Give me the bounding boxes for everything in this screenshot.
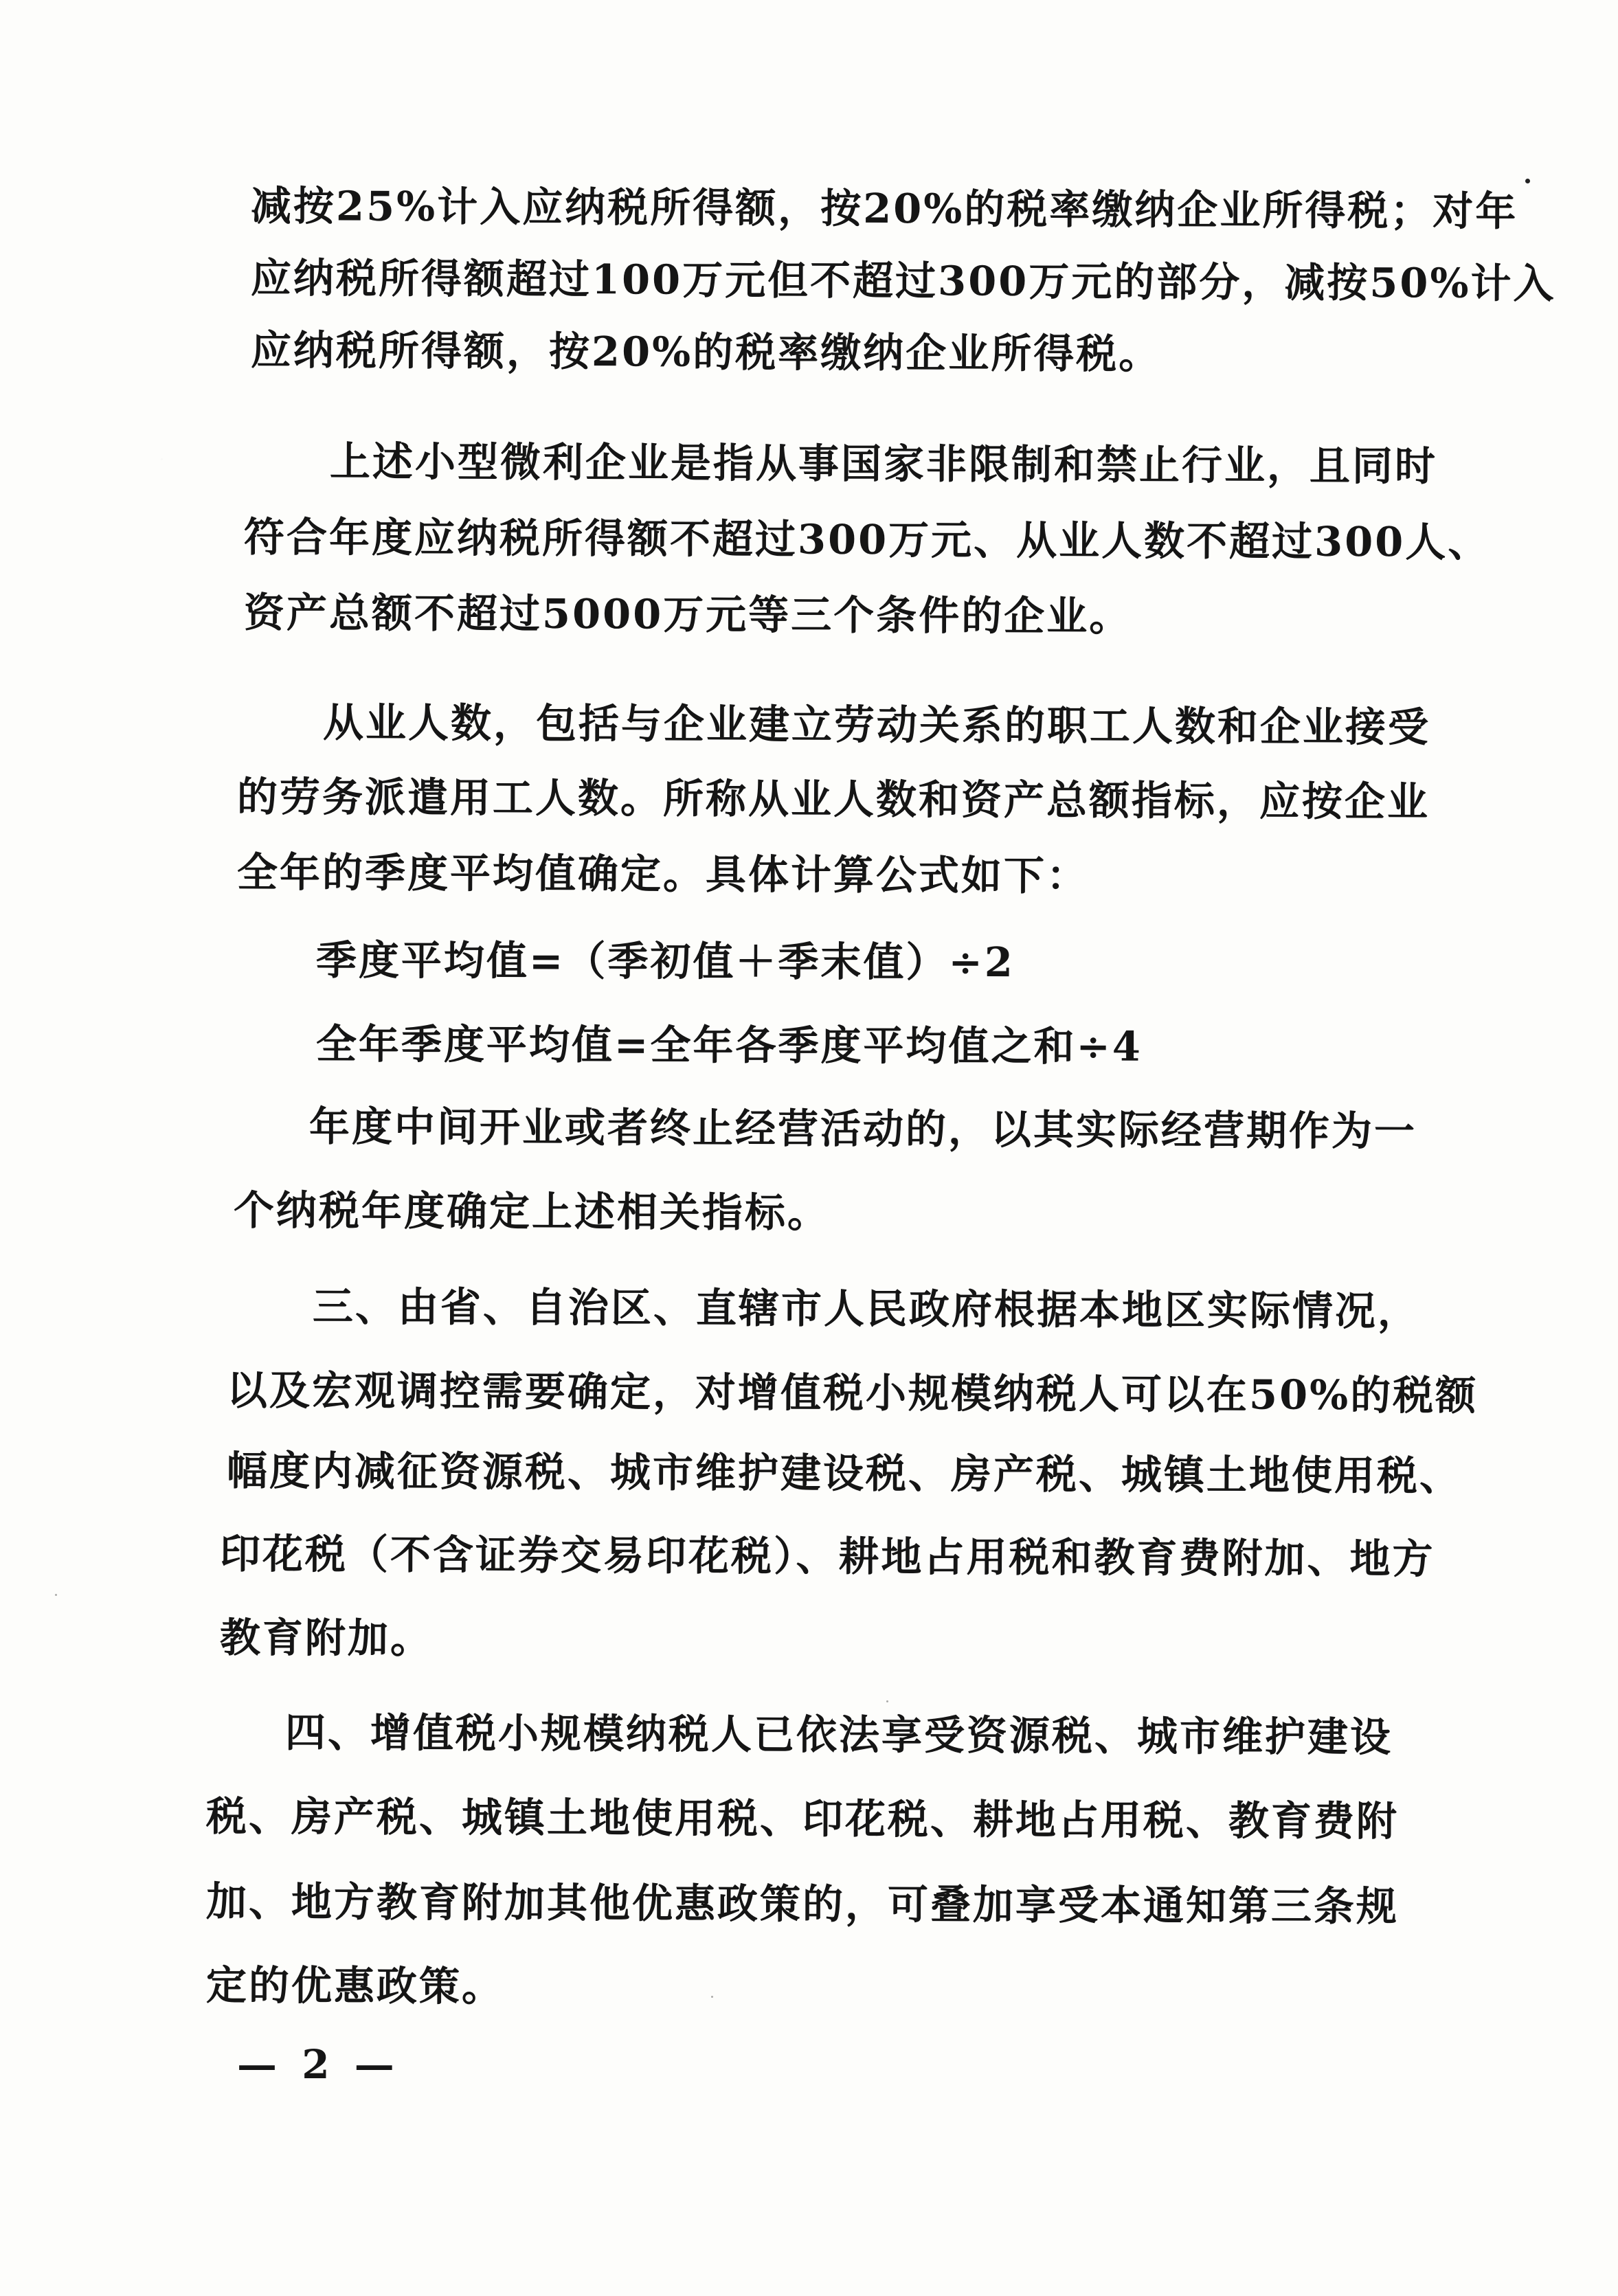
text-line: 加、地方教育附加其他优惠政策的，可叠加享受本通知第三条规 xyxy=(205,1878,1400,1931)
scan-speck xyxy=(55,1594,57,1596)
text-line: 从业人数，包括与企业建立劳动关系的职工人数和企业接受 xyxy=(322,699,1431,752)
text-line: 上述小型微利企业是指从事国家非限制和禁止行业，且同时 xyxy=(329,438,1438,491)
text-line: 应纳税所得额，按20%的税率缴纳企业所得税。 xyxy=(250,326,1162,378)
text-line: 税、房产税、城镇土地使用税、印花税、耕地占用税、教育费附 xyxy=(205,1792,1400,1845)
text-line: 三、由省、自治区、直辖市人民政府根据本地区实际情况， xyxy=(312,1283,1421,1336)
text-line: 减按25%计入应纳税所得额，按20%的税率缴纳企业所得税；对年 xyxy=(250,182,1518,236)
text-line: 年度中间开业或者终止经营活动的，以其实际经营期作为一 xyxy=(308,1103,1417,1156)
text-line: 定的优惠政策。 xyxy=(205,1961,505,2010)
text-line: 教育附加。 xyxy=(219,1614,434,1663)
text-line: 的劳务派遣用工人数。所称从业人数和资产总额指标，应按企业 xyxy=(236,773,1430,826)
text-line: 四、增值税小规模纳税人已依法享受资源税、城市维护建设 xyxy=(284,1709,1393,1762)
text-line: 符合年度应纳税所得额不超过300万元、从业人数不超过300人、 xyxy=(243,513,1491,566)
text-line: 全年的季度平均值确定。具体计算公式如下： xyxy=(236,848,1090,900)
text-line: 个纳税年度确定上述相关指标。 xyxy=(233,1186,831,1237)
text-line: 幅度内减征资源税、城市维护建设税、房产税、城镇土地使用税、 xyxy=(226,1447,1463,1500)
formula-line: 全年季度平均值=全年各季度平均值之和÷4 xyxy=(315,1020,1143,1070)
page-number: — 2 — xyxy=(237,2041,400,2088)
text-line: 应纳税所得额超过100万元但不超过300万元的部分，减按50%计入 xyxy=(250,254,1556,308)
text-line: 以及宏观调控需要确定，对增值税小规模纳税人可以在50%的税额 xyxy=(226,1366,1479,1419)
text-line: 资产总额不超过5000万元等三个条件的企业。 xyxy=(243,589,1132,640)
formula-line: 季度平均值=（季初值＋季末值）÷2 xyxy=(315,936,1015,987)
scan-speck xyxy=(711,1996,713,1998)
scan-mark xyxy=(1525,179,1530,183)
text-line: 印花税（不含证券交易印花税）、耕地占用税和教育费附加、地方 xyxy=(219,1530,1435,1583)
scan-speck xyxy=(886,1700,888,1702)
